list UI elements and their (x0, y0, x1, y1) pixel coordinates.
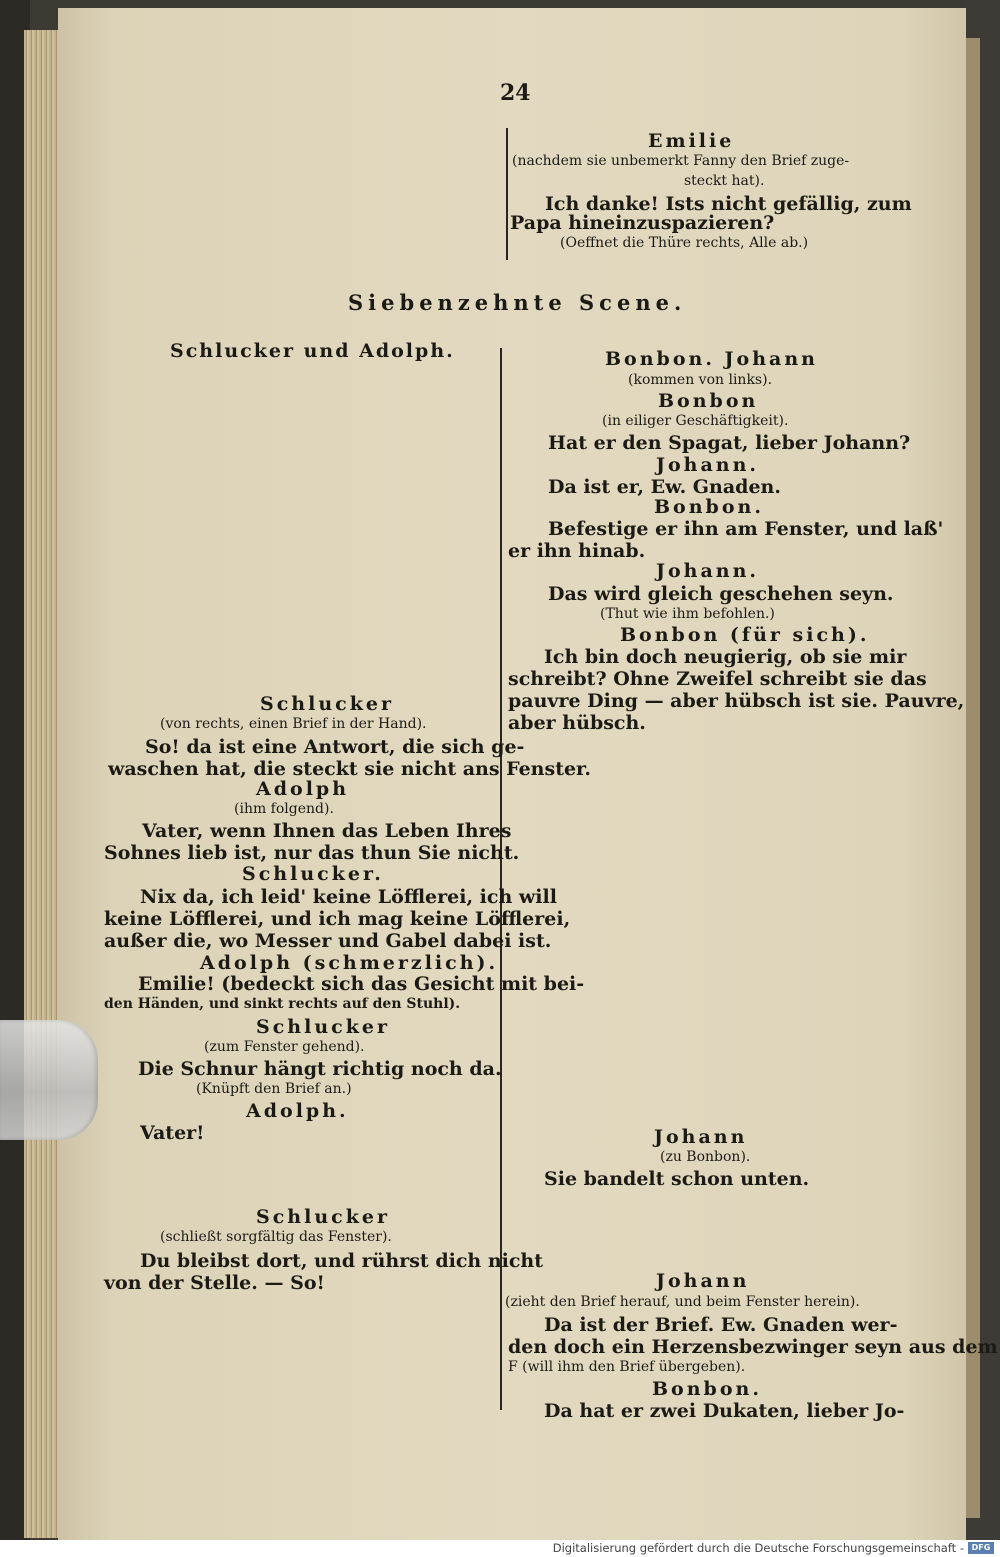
speech-line: Hat er den Spagat, lieber Johann? (548, 432, 911, 454)
stage-direction: (von rechts, einen Brief in der Hand). (160, 716, 427, 732)
scene-heading: Siebenzehnte Scene. (348, 290, 687, 315)
speaker-adolph: Adolph (schmerzlich). (200, 952, 499, 974)
stage-direction: steckt hat). (684, 173, 765, 189)
stage-direction: (Knüpft den Brief an.) (196, 1081, 352, 1097)
speaker-bonbon: Bonbon (658, 390, 759, 412)
speaker-schlucker: Schlucker (256, 1206, 390, 1228)
dfg-logo: DFG (968, 1542, 994, 1554)
speaker-adolph: Adolph. (246, 1100, 349, 1122)
speaker-johann: Johann (656, 1270, 750, 1292)
stage-direction: (nachdem sie unbemerkt Fanny den Brief zuge- (512, 153, 850, 169)
stage-direction: (zu Bonbon). (660, 1149, 751, 1165)
stage-direction: (ihm folgend). (234, 801, 334, 817)
speech-line: aber hübsch. (508, 712, 646, 734)
speech-line: Nix da, ich leid' keine Löfflerei, ich will (140, 886, 557, 908)
speech-line: Da ist er, Ew. Gnaden. (548, 476, 781, 498)
stage-direction: F (will ihm den Brief übergeben). (508, 1359, 746, 1375)
speech-line: den doch ein Herzensbezwinger seyn aus dem (508, 1336, 998, 1358)
stage-direction: (zieht den Brief herauf, und beim Fenster herein). (505, 1294, 860, 1310)
stage-direction: den Händen, und sinkt rechts auf den Stuhl). (104, 996, 461, 1012)
speech-line: waschen hat, die steckt sie nicht ans Fenster. (108, 758, 591, 780)
stage-direction: (Oeffnet die Thüre rechts, Alle ab.) (560, 235, 809, 251)
stage-direction: (schließt sorgfältig das Fenster). (160, 1229, 392, 1245)
page-number: 24 (500, 80, 531, 106)
speaker-adolph: Adolph (256, 778, 350, 800)
speakers-bonbon-johann: Bonbon. Johann (605, 348, 818, 370)
speech-line: Vater! (140, 1122, 205, 1144)
footer-bar (0, 1540, 1000, 1557)
speaker-schlucker: Schlucker (260, 693, 394, 715)
binding-edge (966, 0, 1000, 1540)
speech-line: keine Löfflerei, und ich mag keine Löfflerei, (104, 908, 571, 930)
speech-line: Ich bin doch neugierig, ob sie mir (544, 646, 907, 668)
speech-line: Papa hineinzuspazieren? (510, 212, 775, 234)
speech-line: So! da ist eine Antwort, die sich ge- (145, 736, 525, 758)
column-rule-top (506, 128, 508, 260)
speaker-bonbon: Bonbon. (652, 1378, 762, 1400)
speech-line: Sie bandelt schon unten. (544, 1168, 810, 1190)
speaker-schlucker: Schlucker. (242, 863, 384, 885)
stage-direction: (kommen von links). (628, 372, 773, 388)
footer-credit: Digitalisierung gefördert durch die Deutsche Forschungsgemeinschaft - (552, 1541, 964, 1555)
speech-line: Das wird gleich geschehen seyn. (548, 583, 894, 605)
page-stack (24, 30, 61, 1538)
speaker-johann: Johann. (656, 560, 760, 582)
stage-direction: (Thut wie ihm befohlen.) (600, 606, 775, 622)
stage-direction: (zum Fenster gehend). (204, 1039, 365, 1055)
speech-line: außer die, wo Messer und Gabel dabei ist. (104, 930, 552, 952)
speech-line: von der Stelle. — So! (104, 1272, 325, 1294)
speaker-bonbon: Bonbon (für sich). (620, 624, 870, 646)
speech-line: Befestige er ihn am Fenster, und laß' (548, 518, 944, 540)
speaker-emilie: Emilie (648, 130, 735, 152)
speaker-schlucker: Schlucker (256, 1016, 390, 1038)
speech-line: Da hat er zwei Dukaten, lieber Jo- (544, 1400, 905, 1422)
speech-line: Vater, wenn Ihnen das Leben Ihres (142, 820, 512, 842)
speaker-johann: Johann (654, 1126, 748, 1148)
stage-direction: (in eiliger Geschäftigkeit). (602, 413, 789, 429)
speaker-bonbon: Bonbon. (654, 496, 764, 518)
speech-line: Du bleibst dort, und rührst dich nicht (140, 1250, 544, 1272)
speaker-johann: Johann. (656, 454, 760, 476)
speech-line: er ihn hinab. (508, 540, 646, 562)
speech-line: Ich danke! Ists nicht gefällig, zum (545, 193, 912, 215)
bookmark-clip (0, 1020, 98, 1140)
speech-line: pauvre Ding — aber hübsch ist sie. Pauvre, (508, 690, 965, 712)
speech-line: schreibt? Ohne Zweifel schreibt sie das (508, 668, 927, 690)
speech-line: Emilie! (bedeckt sich das Gesicht mit bei- (138, 973, 585, 995)
speech-line: Sohnes lieb ist, nur das thun Sie nicht. (104, 842, 520, 864)
speech-line: Da ist der Brief. Ew. Gnaden wer- (544, 1314, 898, 1336)
speech-line: Die Schnur hängt richtig noch da. (138, 1058, 502, 1080)
left-heading: Schlucker und Adolph. (170, 340, 455, 362)
